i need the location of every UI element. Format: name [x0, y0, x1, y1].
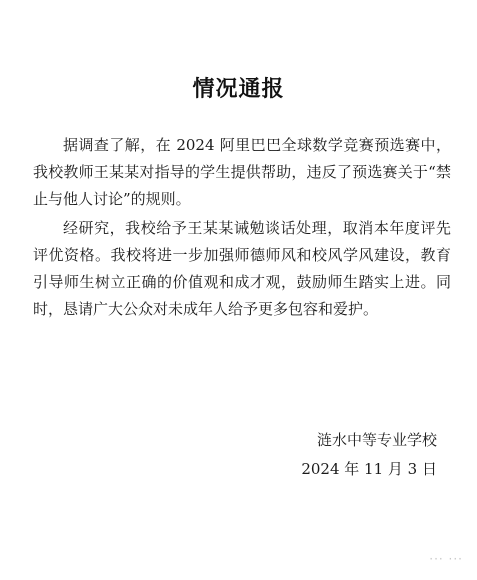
signature-date: 2024 年 11 月 3 日	[301, 460, 437, 478]
signature-organization: 涟水中等专业学校	[316, 431, 437, 449]
watermark-logo: ··· ···	[429, 552, 463, 566]
document-title: 情况通报	[192, 77, 285, 102]
paragraph-investigation: 据调查了解，在 2024 阿里巴巴全球数学竞赛预选赛中，我校教师王某某对指导的学生提供帮助，违反了预选赛关于“禁止与他人讨论”的规则。	[33, 136, 451, 208]
paragraph-decision: 经研究，我校给予王某某诫勉谈话处理，取消本年度评先评优资格。我校将进一步加强师德师风和校风学风建设，教育引导师生树立正确的价值观和成才观，鼓励师生踏实上进。同时，恳请广大公众对未成年人给予更多包容和爱护。	[33, 219, 451, 318]
